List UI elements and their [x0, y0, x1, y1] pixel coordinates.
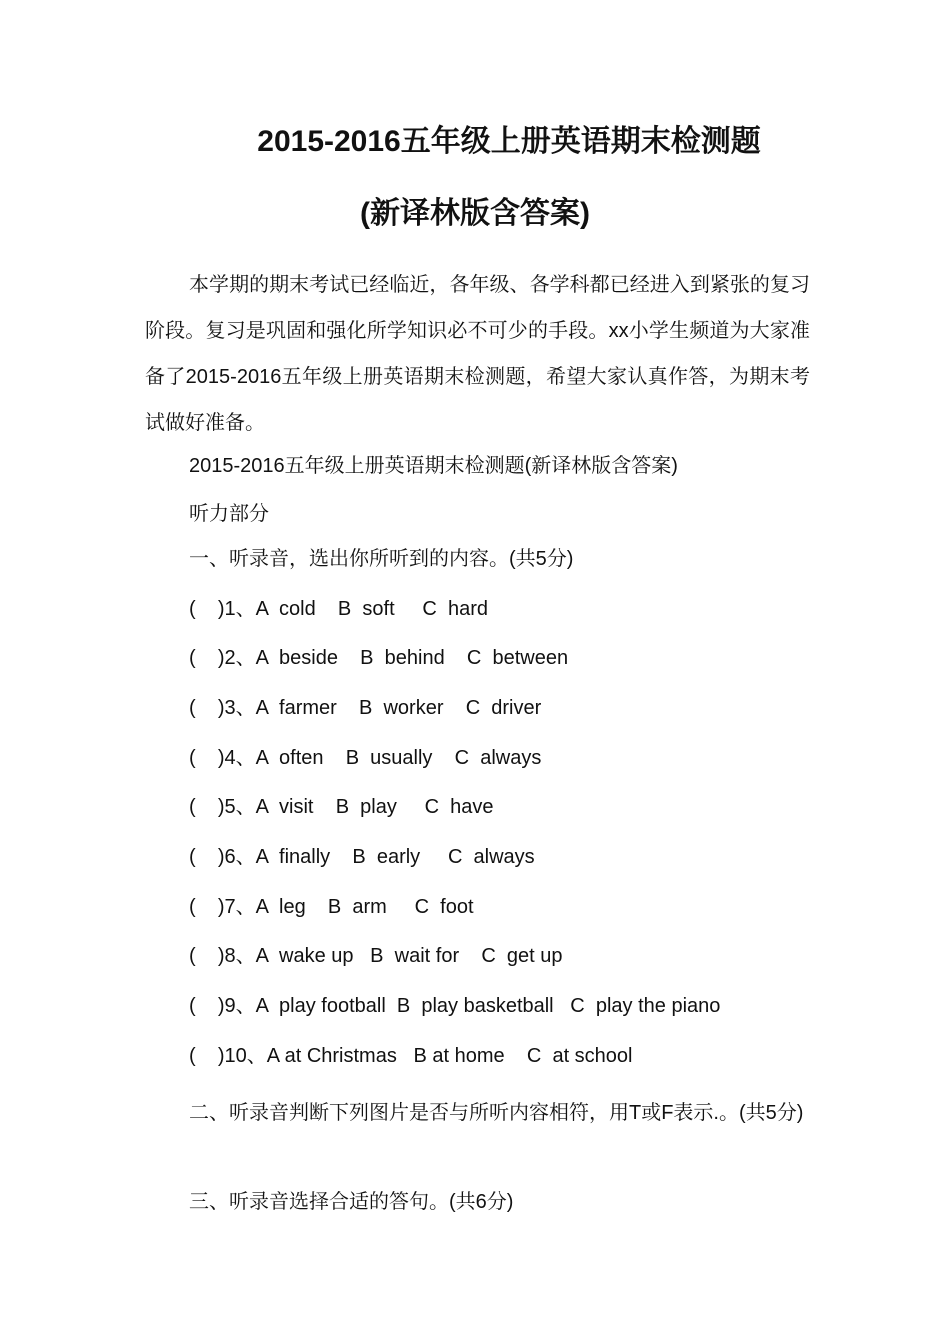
question-7: ( )7、A leg B arm C foot [189, 896, 474, 918]
question-6: ( )6、A finally B early C always [189, 846, 535, 868]
section-1-heading: 一、听录音，选出你所听到的内容。(共5分) [189, 548, 574, 570]
question-10: ( )10、A at Christmas B at home C at school [189, 1045, 633, 1067]
section-3-heading: 三、听录音选择合适的答句。(共6分) [189, 1191, 514, 1213]
exam-title-line: 2015-2016五年级上册英语期末检测题(新译林版含答案) [189, 455, 678, 477]
section-2-heading: 二、听录音判断下列图片是否与所听内容相符，用T或F表示.。(共5分) [189, 1102, 804, 1124]
document-subtitle: (新译林版含答案) [360, 197, 590, 230]
intro-paragraph: 本学期的期末考试已经临近，各年级、各学科都已经进入到紧张的复习阶段。复习是巩固和强化所学知识必不可少的手段。xx小学生频道为大家准备了2015-2016五年级上册英语期末检测题，希望大家认真作答，为期末考试做好准备。 [145, 274, 810, 434]
question-1: ( )1、A cold B soft C hard [189, 598, 488, 620]
question-4: ( )4、A often B usually C always [189, 747, 542, 769]
question-5: ( )5、A visit B play C have [189, 796, 494, 818]
listening-heading: 听力部分 [189, 503, 269, 525]
question-3: ( )3、A farmer B worker C driver [189, 697, 542, 719]
question-8: ( )8、A wake up B wait for C get up [189, 945, 563, 967]
question-2: ( )2、A beside B behind C between [189, 647, 569, 669]
document-title: 2015-2016五年级上册英语期末检测题 [257, 125, 761, 158]
question-9: ( )9、A play football B play basketball C play the piano [189, 995, 721, 1017]
